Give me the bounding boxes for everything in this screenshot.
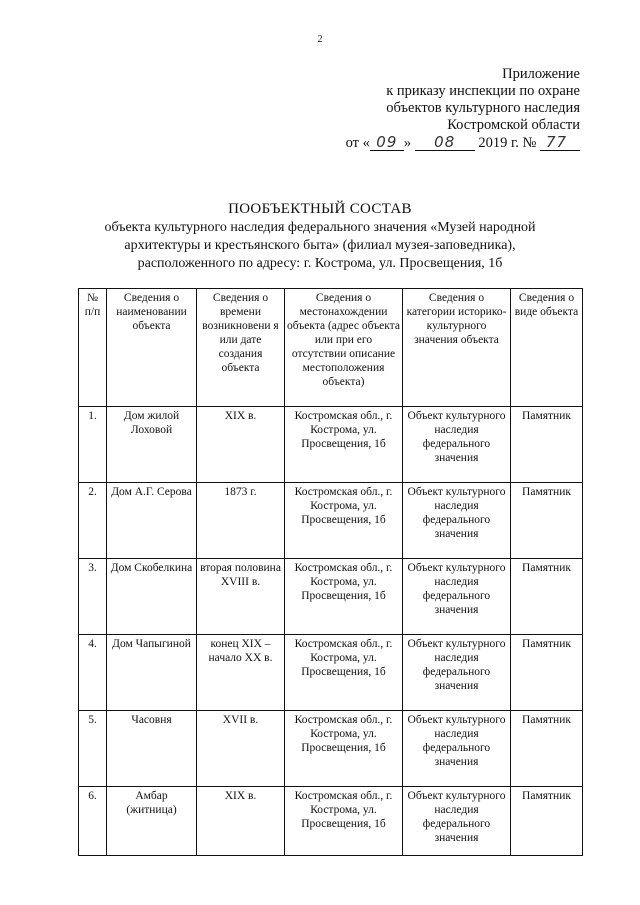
appendix-order-ref: к приказу инспекции по охране [386,83,580,99]
page-number: 2 [317,34,323,45]
order-month: 08 [415,135,475,151]
cell-type: Памятник [511,787,583,856]
cell-category: Объект культурного наследия федерального значения [403,483,511,559]
table-row [79,407,583,483]
header-type: Сведения о виде объекта [511,289,583,407]
cell-location: Костромская обл., г. Кострома, ул. Просвещения, 1б [285,787,403,856]
subtitle-line-3: расположенного по адресу: г. Кострома, ул. Просвещения, 1б [137,256,503,271]
table-row [79,483,583,559]
cell-number: 6. [79,787,107,856]
table-row [79,787,583,856]
cell-type: Памятник [511,635,583,711]
cell-number: 4. [79,635,107,711]
document-title: ПООБЪЕКТНЫЙ СОСТАВ [228,201,412,217]
header-date: Сведения о времени возникновени я или дате создания объекта [197,289,285,407]
order-prefix: от « [345,135,370,151]
table-header-row [79,289,583,407]
order-number: 77 [540,135,580,151]
objects-table [78,288,583,856]
cell-location: Костромская обл., г. Кострома, ул. Просвещения, 1б [285,635,403,711]
cell-number: 5. [79,711,107,787]
cell-type: Памятник [511,483,583,559]
appendix-label: Приложение [502,66,580,82]
order-year: 2019 г. № [478,135,537,151]
cell-category: Объект культурного наследия федерального значения [403,711,511,787]
appendix-block [346,66,580,152]
cell-date: XVII в. [197,711,285,787]
cell-location: Костромская обл., г. Кострома, ул. Просвещения, 1б [285,407,403,483]
cell-category: Объект культурного наследия федерального значения [403,559,511,635]
header-number: № п/п [79,289,107,407]
table-row [79,559,583,635]
cell-name: Дом жилой Лоховой [107,407,197,483]
title-block [0,200,640,272]
table-body [79,407,583,856]
cell-type: Памятник [511,711,583,787]
cell-name: Дом А.Г. Серова [107,483,197,559]
cell-location: Костромская обл., г. Кострома, ул. Просвещения, 1б [285,483,403,559]
cell-date: XIX в. [197,407,285,483]
order-day: 09 [370,135,404,151]
cell-date: 1873 г. [197,483,285,559]
subtitle-line-1: объекта культурного наследия федерального значения «Музей народной [104,220,536,235]
header-location: Сведения о местонахождении объекта (адрес объекта или при его отсутствии описание местоположения объекта) [285,289,403,407]
header-category: Сведения о категории историко-культурного значения объекта [403,289,511,407]
cell-location: Костромская обл., г. Кострома, ул. Просвещения, 1б [285,559,403,635]
table-row [79,711,583,787]
cell-name: Амбар (житница) [107,787,197,856]
appendix-authority: объектов культурного наследия [386,100,580,116]
cell-location: Костромская обл., г. Кострома, ул. Просвещения, 1б [285,711,403,787]
cell-name: Дом Чапыгиной [107,635,197,711]
order-day-suffix: » [403,135,412,151]
cell-category: Объект культурного наследия федерального значения [403,635,511,711]
table-row [79,635,583,711]
cell-type: Памятник [511,407,583,483]
cell-category: Объект культурного наследия федерального значения [403,787,511,856]
cell-category: Объект культурного наследия федерального значения [403,407,511,483]
subtitle-line-2: архитектуры и крестьянского быта» (филиал музея-заповедника), [124,238,516,253]
cell-number: 1. [79,407,107,483]
order-date-line [346,135,580,152]
cell-name: Дом Скобелкина [107,559,197,635]
cell-number: 3. [79,559,107,635]
cell-date: вторая половина XVIII в. [197,559,285,635]
cell-number: 2. [79,483,107,559]
table-header [79,289,583,407]
appendix-region: Костромской области [447,117,580,133]
cell-name: Часовня [107,711,197,787]
cell-date: XIX в. [197,787,285,856]
cell-type: Памятник [511,559,583,635]
cell-date: конец XIX – начало XX в. [197,635,285,711]
header-name: Сведения о наименовании объекта [107,289,197,407]
